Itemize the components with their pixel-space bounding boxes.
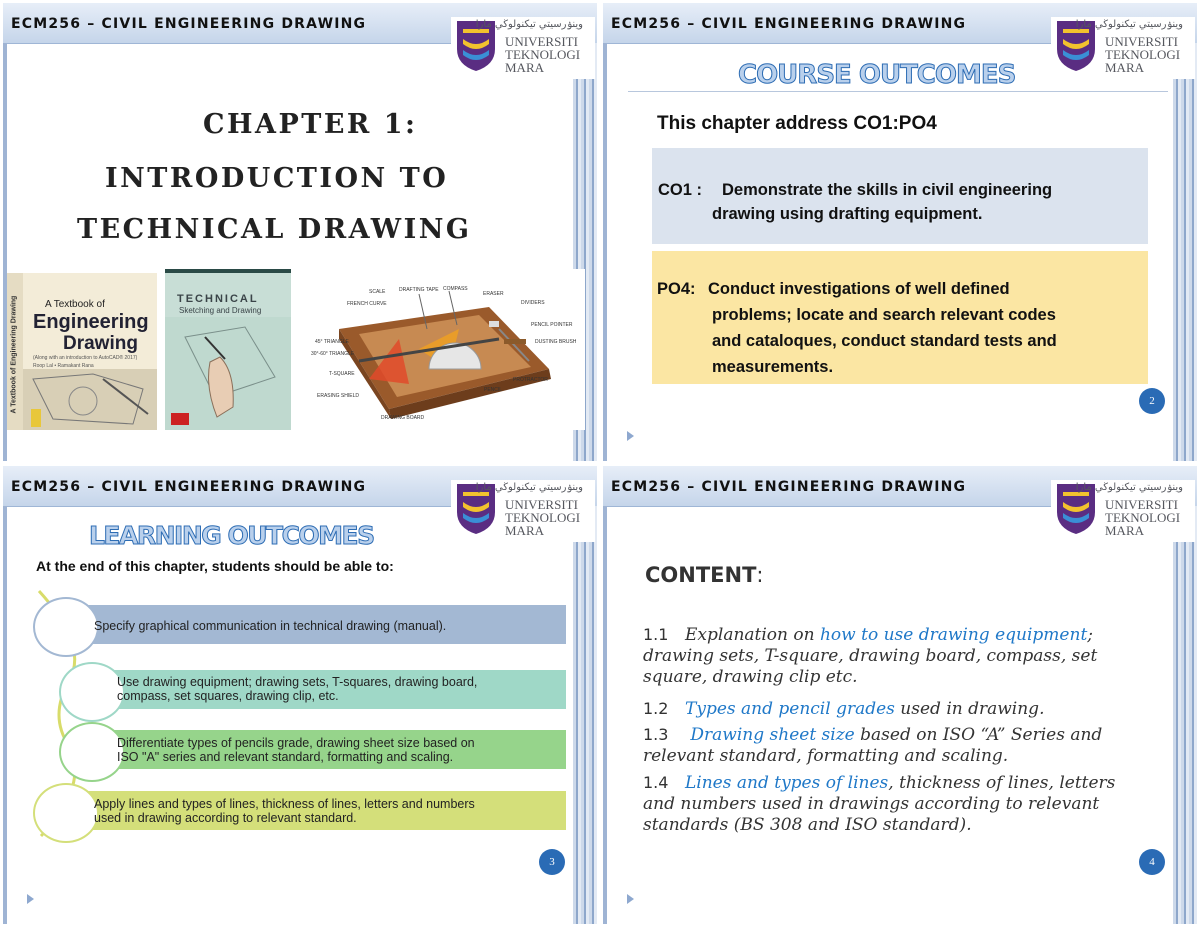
content-item-1: [643, 624, 1123, 688]
left-rail: [603, 43, 607, 461]
label-t-square: T-SQUARE: [329, 371, 355, 377]
co1-box: [652, 148, 1148, 244]
uitm-logo: [1051, 17, 1195, 79]
next-slide-arrow-icon[interactable]: [27, 894, 34, 904]
slide-1[interactable]: [3, 3, 597, 461]
label-30-60-triangle: 30°-60° TRIANGLE: [311, 351, 355, 357]
chapter-address-text: This chapter address CO1:PO4: [657, 113, 937, 134]
label-dusting-brush: DUSTING BRUSH: [535, 339, 577, 345]
course-title: ECM256 – CIVIL ENGINEERING DRAWING: [611, 479, 967, 495]
outcome-text-4a: Apply lines and types of lines, thickness of lines, letters and numbers: [94, 797, 475, 811]
logo-jawi-text: وينۏرسيتي تيكنولوڬي مارا: [1075, 19, 1183, 30]
chapter-title-line-2: INTRODUCTION TO: [105, 163, 449, 194]
book1-title-a: Engineering: [33, 311, 149, 333]
content-title-text: CONTENT: [645, 563, 757, 587]
logo-line-1: UNIVERSITI: [1105, 34, 1178, 49]
content-item-4: [643, 772, 1123, 836]
content-item-2: [643, 698, 1123, 720]
left-rail: [3, 506, 7, 924]
po4-line-1: Conduct investigations of well defined: [708, 280, 1010, 298]
label-pencil: PENCIL: [484, 387, 503, 393]
slide-2[interactable]: [603, 3, 1197, 461]
right-rail: [1173, 43, 1197, 461]
uitm-logo: [451, 480, 595, 542]
po4-label: PO4:: [657, 280, 696, 298]
drafting-equipment-diagram: [299, 269, 585, 430]
content-item-highlight: Lines and types of lines: [685, 773, 889, 793]
content-item-post: used in drawing.: [894, 699, 1045, 719]
book2-subtitle: Sketching and Drawing: [179, 306, 262, 315]
content-item-number: 1.3: [643, 725, 669, 744]
label-pencil-pointer: PENCIL POINTER: [531, 322, 573, 328]
next-slide-arrow-icon[interactable]: [627, 894, 634, 904]
content-item-post: based on ISO “A” Series and relevant standard, formatting and scaling.: [643, 725, 1103, 766]
logo-jawi-text: وينۏرسيتي تيكنولوڬي مارا: [1075, 482, 1183, 493]
logo-line-2: TEKNOLOGI: [505, 510, 581, 525]
logo-line-3: MARA: [505, 60, 545, 75]
book1-subtitle: (Along with an introduction to AutoCAD® 2017): [33, 355, 138, 361]
po4-line-4: measurements.: [712, 358, 834, 376]
label-eraser: ERASER: [483, 291, 504, 297]
heading-divider: [628, 91, 1168, 92]
content-item-3: [643, 724, 1123, 767]
outcome-circle-2: [59, 662, 125, 722]
co1-line-2: drawing using drafting equipment.: [712, 205, 983, 223]
page-number-badge: 4: [1139, 849, 1165, 875]
textbook-cover-engineering-drawing: [7, 273, 157, 430]
slide-4[interactable]: [603, 466, 1197, 924]
logo-line-3: MARA: [1105, 60, 1145, 75]
content-item-number: 1.2: [643, 699, 669, 718]
outcome-text-2a: Use drawing equipment; drawing sets, T-squares, drawing board,: [117, 675, 478, 689]
page-number-badge: 3: [539, 849, 565, 875]
book1-drawing-illustration: [23, 369, 157, 430]
slide-3[interactable]: [3, 466, 597, 924]
content-item-highlight: Types and pencil grades: [685, 699, 895, 719]
content-item-number: 1.1: [643, 625, 669, 644]
chapter-title-line-3: TECHNICAL DRAWING: [77, 214, 472, 245]
right-rail: [573, 506, 597, 924]
logo-wordmark: [1105, 498, 1180, 537]
content-title: [645, 563, 764, 587]
outcome-text-3b: ISO "A" series and relevant standard, formatting and scaling.: [117, 750, 454, 764]
course-title: ECM256 – CIVIL ENGINEERING DRAWING: [11, 16, 367, 32]
next-slide-arrow-icon[interactable]: [627, 431, 634, 441]
label-dividers: DIVIDERS: [521, 300, 545, 306]
uitm-logo: [1051, 480, 1195, 542]
course-title: ECM256 – CIVIL ENGINEERING DRAWING: [11, 479, 367, 495]
textbook-cover-technical-sketching: [165, 269, 291, 430]
label-drawing-board: DRAWING BOARD: [381, 415, 425, 421]
logo-line-1: UNIVERSITI: [505, 34, 578, 49]
book2-title: TECHNICAL: [177, 293, 259, 305]
logo-line-3: MARA: [1105, 523, 1145, 538]
logo-wordmark: [1105, 35, 1180, 74]
logo-wordmark: [505, 35, 580, 74]
label-french-curve: FRENCH CURVE: [347, 301, 387, 307]
left-rail: [603, 506, 607, 924]
po4-line-2: problems; locate and search relevant codes: [712, 306, 1056, 324]
right-rail: [1173, 506, 1197, 924]
co1-line-1: Demonstrate the skills in civil engineering: [722, 181, 1053, 199]
logo-line-1: UNIVERSITI: [1105, 497, 1178, 512]
drafting-board-illustration: [299, 269, 585, 430]
content-item-number: 1.4: [643, 773, 669, 792]
content-item-post: ; drawing sets, T-square, drawing board, compass, set square, drawing clip etc.: [643, 625, 1098, 687]
book1-authors: Roop Lal • Ramakant Rana: [33, 363, 94, 369]
course-title: ECM256 – CIVIL ENGINEERING DRAWING: [611, 16, 967, 32]
outcome-text-4b: used in drawing according to relevant standard.: [94, 811, 357, 825]
label-45-triangle: 45° TRIANGLE: [315, 339, 349, 345]
book1-title-b: Drawing: [63, 333, 138, 354]
label-scale: SCALE: [369, 289, 386, 295]
logo-line-1: UNIVERSITI: [505, 497, 578, 512]
content-item-highlight: Drawing sheet size: [690, 725, 855, 745]
chapter-title-line-1: CHAPTER 1:: [203, 109, 418, 140]
learning-outcomes-heading: LEARNING OUTCOMES: [89, 521, 374, 550]
label-compass: COMPASS: [443, 286, 468, 292]
logo-line-2: TEKNOLOGI: [505, 47, 581, 62]
logo-wordmark: [505, 498, 580, 537]
course-outcomes-heading: COURSE OUTCOMES: [738, 60, 1016, 90]
co1-label: CO1 :: [658, 181, 703, 199]
learning-outcomes-intro: At the end of this chapter, students should be able to:: [36, 558, 394, 574]
logo-line-3: MARA: [505, 523, 545, 538]
po4-box: [652, 251, 1148, 384]
book1-spine-text: A Textbook of Engineering Drawing: [10, 295, 18, 414]
content-title-colon: :: [756, 563, 764, 587]
outcome-text-2b: compass, set squares, drawing clip, etc.: [117, 689, 339, 703]
outcome-circle-4: [33, 783, 99, 843]
outcome-text-1: Specify graphical communication in technical drawing (manual).: [94, 619, 447, 633]
logo-line-2: TEKNOLOGI: [1105, 510, 1181, 525]
po4-line-3: and cataloques, conduct standard tests and: [712, 332, 1057, 350]
logo-jawi-text: وينۏرسيتي تيكنولوڬي مارا: [475, 19, 583, 30]
outcome-circle-1: [33, 597, 99, 657]
content-item-post: , thickness of lines, letters and numbers used in drawings according to relevant standards (BS 308 and ISO standard).: [643, 773, 1116, 835]
label-erasing-shield: ERASING SHIELD: [317, 393, 359, 399]
label-protractor: PROTRACTOR: [513, 377, 548, 383]
logo-jawi-text: وينۏرسيتي تيكنولوڬي مارا: [475, 482, 583, 493]
book2-hand-sketch-illustration: [165, 317, 291, 430]
outcome-text-3a: Differentiate types of pencils grade, drawing sheet size based on: [117, 736, 475, 750]
page-number-badge: 2: [1139, 388, 1165, 414]
content-item-pre: Explanation on: [685, 625, 820, 645]
logo-line-2: TEKNOLOGI: [1105, 47, 1181, 62]
uitm-logo: [451, 17, 595, 79]
content-item-highlight: how to use drawing equipment: [819, 625, 1088, 645]
outcome-circle-3: [59, 722, 125, 782]
book1-top-text: A Textbook of: [45, 299, 105, 310]
label-drafting-tape: DRAFTING TAPE: [399, 287, 439, 293]
